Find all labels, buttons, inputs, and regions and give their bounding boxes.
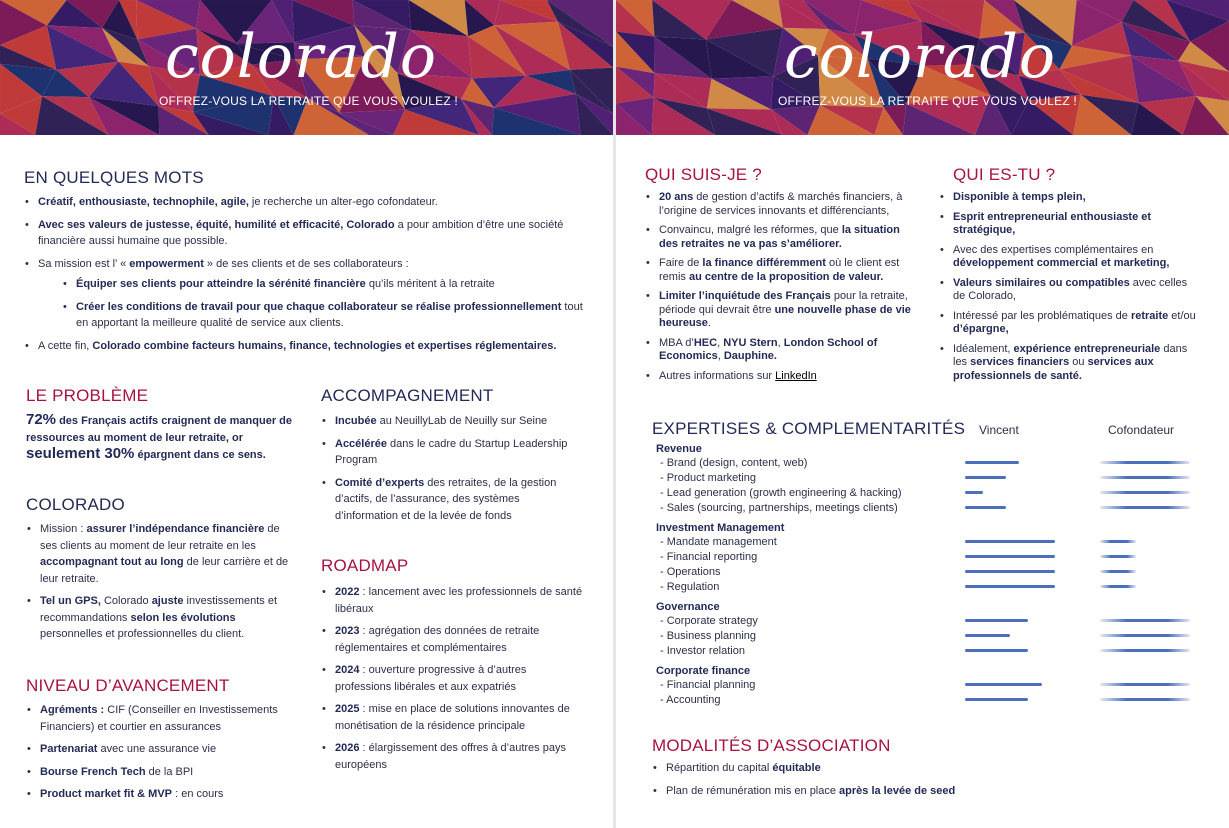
- qui-es-tu-list: [939, 191, 1201, 389]
- list-item: • 2024 : ouverture progressive à d’autres professions libérales et aux expatriés: [321, 662, 583, 695]
- expertise-item-label: - Financial planning: [660, 679, 756, 691]
- vincent-level-bar: [965, 585, 1055, 588]
- list-item: • Convaincu, malgré les réformes, que la situation des retraites ne va pas s’améliorer.: [645, 224, 920, 251]
- vincent-level-bar: [965, 491, 983, 494]
- cofondateur-level-bar: [1100, 585, 1136, 588]
- list-item: • Esprit entrepreneurial enthousiaste et stratégique,: [939, 211, 1201, 238]
- section-title-modalites: MODALITÉS D’ASSOCIATION: [652, 736, 891, 755]
- list-item: • Bourse French Tech de la BPI: [26, 764, 294, 781]
- section-title-colorado: COLORADO: [26, 495, 125, 514]
- list-item: • Intéressé par les problématiques de retraite et/ou d’épargne,: [939, 310, 1201, 337]
- expertise-item-label: - Lead generation (growth engineering & hacking): [660, 487, 902, 499]
- left-page: [0, 0, 613, 828]
- tagline: OFFREZ-VOUS LA RETRAITE QUE VOUS VOULEZ !: [778, 94, 1077, 108]
- expertise-item-label: - Accounting: [660, 694, 721, 706]
- mission-sublist: [62, 276, 594, 332]
- vincent-level-bar: [965, 619, 1028, 622]
- header-banner: [0, 0, 613, 135]
- list-item: • Avec des expertises complémentaires en développement commercial et marketing,: [939, 244, 1201, 271]
- list-item: • Product market fit & MVP : en cours: [26, 786, 294, 803]
- logo-text: colorado: [784, 22, 1057, 92]
- list-item: • Limiter l’inquiétude des Français pour la retraite, période qui devrait être une nouvelle phase de vie heureuse.: [645, 290, 920, 331]
- cofondateur-level-bar: [1100, 476, 1190, 479]
- vincent-level-bar: [965, 555, 1055, 558]
- linkedin-link[interactable]: LinkedIn: [775, 369, 817, 382]
- colorado-list: [26, 521, 294, 649]
- tagline: OFFREZ-VOUS LA RETRAITE QUE VOUS VOULEZ !: [159, 94, 458, 108]
- cofondateur-level-bar: [1100, 506, 1190, 509]
- logo-text: colorado: [165, 22, 438, 92]
- list-item: • Accélérée dans le cadre du Startup Leadership Program: [321, 436, 583, 469]
- expertise-item-label: - Business planning: [660, 630, 757, 642]
- column-header-vincent: Vincent: [979, 423, 1019, 437]
- stat-30: seulement 30%: [26, 445, 135, 462]
- list-item: • Incubée au NeuillyLab de Neuilly sur Seine: [321, 413, 583, 430]
- expertise-item-label: - Mandate management: [660, 536, 777, 548]
- list-item: • Idéalement, expérience entrepreneuriale dans les services financiers ou services aux professionnels de santé.: [939, 343, 1201, 384]
- list-item: • A cette fin, Colorado combine facteurs humains, finance, technologies et expertises réglementaires.: [24, 338, 594, 355]
- vincent-level-bar: [965, 476, 1006, 479]
- list-item: • 20 ans de gestion d’actifs & marchés financiers, à l’origine de services innovants et différenciants,: [645, 191, 920, 218]
- list-item: • Partenariat avec une assurance vie: [26, 741, 294, 758]
- list-item: • 2022 : lancement avec les professionnels de santé libéraux: [321, 584, 583, 617]
- expertise-item-label: - Regulation: [660, 581, 720, 593]
- list-item: • Sa mission est l’ « empowerment » de ses clients et de ses collaborateurs : • Équiper ses clients pour atteindre la sérénité financière qu’ils méritent à la retraite • Créer les conditions de travail pour que chaque collaborateur se réalise professionnellement tout en apportant la meilleure qualité de service aux clients.: [24, 256, 594, 332]
- quelques-mots-list: [24, 194, 594, 360]
- list-item: • Créer les conditions de travail pour que chaque collaborateur se réalise professionnellement tout en apportant la meilleure qualité de service aux clients.: [62, 299, 594, 332]
- section-title-qui-es-tu: QUI ES-TU ?: [953, 165, 1056, 184]
- list-item: • Valeurs similaires ou compatibles avec celles de Colorado,: [939, 277, 1201, 304]
- expertise-item-label: - Financial reporting: [660, 551, 758, 563]
- cofondateur-level-bar: [1100, 649, 1190, 652]
- list-item: • Tel un GPS, Colorado ajuste investissements et recommandations selon les évolutions personnelles et professionnelles du client.: [26, 593, 294, 643]
- list-item: • Avec ses valeurs de justesse, équité, humilité et efficacité, Colorado a pour ambition d’être une société financière aussi humaine que possible.: [24, 217, 594, 250]
- header-banner: [616, 0, 1229, 135]
- list-item: • MBA d’HEC, NYU Stern, London School of Economics, Dauphine.: [645, 337, 920, 364]
- vincent-level-bar: [965, 683, 1042, 686]
- qui-suis-je-list: [645, 191, 920, 389]
- column-header-cofondateur: Cofondateur: [1108, 423, 1175, 437]
- section-title-accompagnement: ACCOMPAGNEMENT: [321, 386, 494, 405]
- list-item: • Comité d’experts des retraites, de la gestion d’actifs, de l’assurance, des systèmes d’information et de la levée de fonds: [321, 475, 583, 525]
- list-item: • 2026 : élargissement des offres à d’autres pays européens: [321, 740, 583, 773]
- list-item: • Disponible à temps plein,: [939, 191, 1201, 205]
- cofondateur-level-bar: [1100, 491, 1190, 494]
- expertise-item-label: - Corporate strategy: [660, 615, 758, 627]
- expertise-group-title: Investment Management: [656, 522, 785, 534]
- cofondateur-level-bar: [1100, 540, 1136, 543]
- list-item: • Équiper ses clients pour atteindre la sérénité financière qu’ils méritent à la retraite: [62, 276, 594, 293]
- cofondateur-level-bar: [1100, 461, 1190, 464]
- avancement-list: [26, 702, 294, 809]
- roadmap-list: [321, 584, 583, 779]
- section-title-expertises: EXPERTISES & COMPLEMENTARITÉS: [652, 419, 966, 438]
- modalites-list: [652, 760, 1172, 805]
- vincent-level-bar: [965, 634, 1010, 637]
- expertise-item-label: - Investor relation: [660, 645, 745, 657]
- list-item: • 2025 : mise en place de solutions innovantes de monétisation de la résidence principale: [321, 701, 583, 734]
- expertise-item-label: - Sales (sourcing, partnerships, meetings clients): [660, 502, 898, 514]
- list-item: • Plan de rémunération mis en place après la levée de seed: [652, 783, 1172, 800]
- cofondateur-level-bar: [1100, 555, 1136, 558]
- vincent-level-bar: [965, 461, 1019, 464]
- probleme-text: 72% des Français actifs craignent de manquer de ressources au moment de leur retraite, or seulement 30% épargnent dans ce sens.: [26, 411, 292, 462]
- section-title-quelques-mots: EN QUELQUES MOTS: [24, 168, 204, 187]
- expertise-group-title: Corporate finance: [656, 665, 751, 677]
- stat-72: 72%: [26, 411, 57, 428]
- list-item: • Autres informations sur LinkedIn: [645, 370, 920, 384]
- vincent-level-bar: [965, 540, 1055, 543]
- section-title-qui-suis-je: QUI SUIS-JE ?: [645, 165, 762, 184]
- cofondateur-level-bar: [1100, 634, 1190, 637]
- expertise-item-label: - Product marketing: [660, 472, 756, 484]
- cofondateur-level-bar: [1100, 570, 1136, 573]
- expertise-group-title: Revenue: [656, 443, 702, 455]
- cofondateur-level-bar: [1100, 683, 1190, 686]
- expertise-item-label: - Brand (design, content, web): [660, 457, 808, 469]
- list-item: • Agréments : CIF (Conseiller en Investissements Financiers) et courtier en assurances: [26, 702, 294, 735]
- list-item: • Mission : assurer l’indépendance financière de ses clients au moment de leur retraite en les accompagnant tout au long de leur carrière et de leur retraite.: [26, 521, 294, 587]
- section-title-avancement: NIVEAU D’AVANCEMENT: [26, 676, 230, 695]
- accompagnement-list: [321, 413, 583, 530]
- vincent-level-bar: [965, 698, 1028, 701]
- vincent-level-bar: [965, 570, 1055, 573]
- vincent-level-bar: [965, 506, 1006, 509]
- cofondateur-level-bar: [1100, 619, 1190, 622]
- list-item: • Répartition du capital équitable: [652, 760, 1172, 777]
- list-item: • Faire de la finance différemment où le client est remis au centre de la proposition de valeur.: [645, 257, 920, 284]
- section-title-probleme: LE PROBLÈME: [26, 386, 149, 405]
- vincent-level-bar: [965, 649, 1028, 652]
- expertise-item-label: - Operations: [660, 566, 721, 578]
- right-page: [616, 0, 1229, 828]
- expertise-group-title: Governance: [656, 601, 720, 613]
- section-title-roadmap: ROADMAP: [321, 556, 409, 575]
- cofondateur-level-bar: [1100, 698, 1190, 701]
- list-item: • 2023 : agrégation des données de retraite réglementaires et complémentaires: [321, 623, 583, 656]
- list-item: • Créatif, enthousiaste, technophile, agile, je recherche un alter-ego cofondateur.: [24, 194, 594, 211]
